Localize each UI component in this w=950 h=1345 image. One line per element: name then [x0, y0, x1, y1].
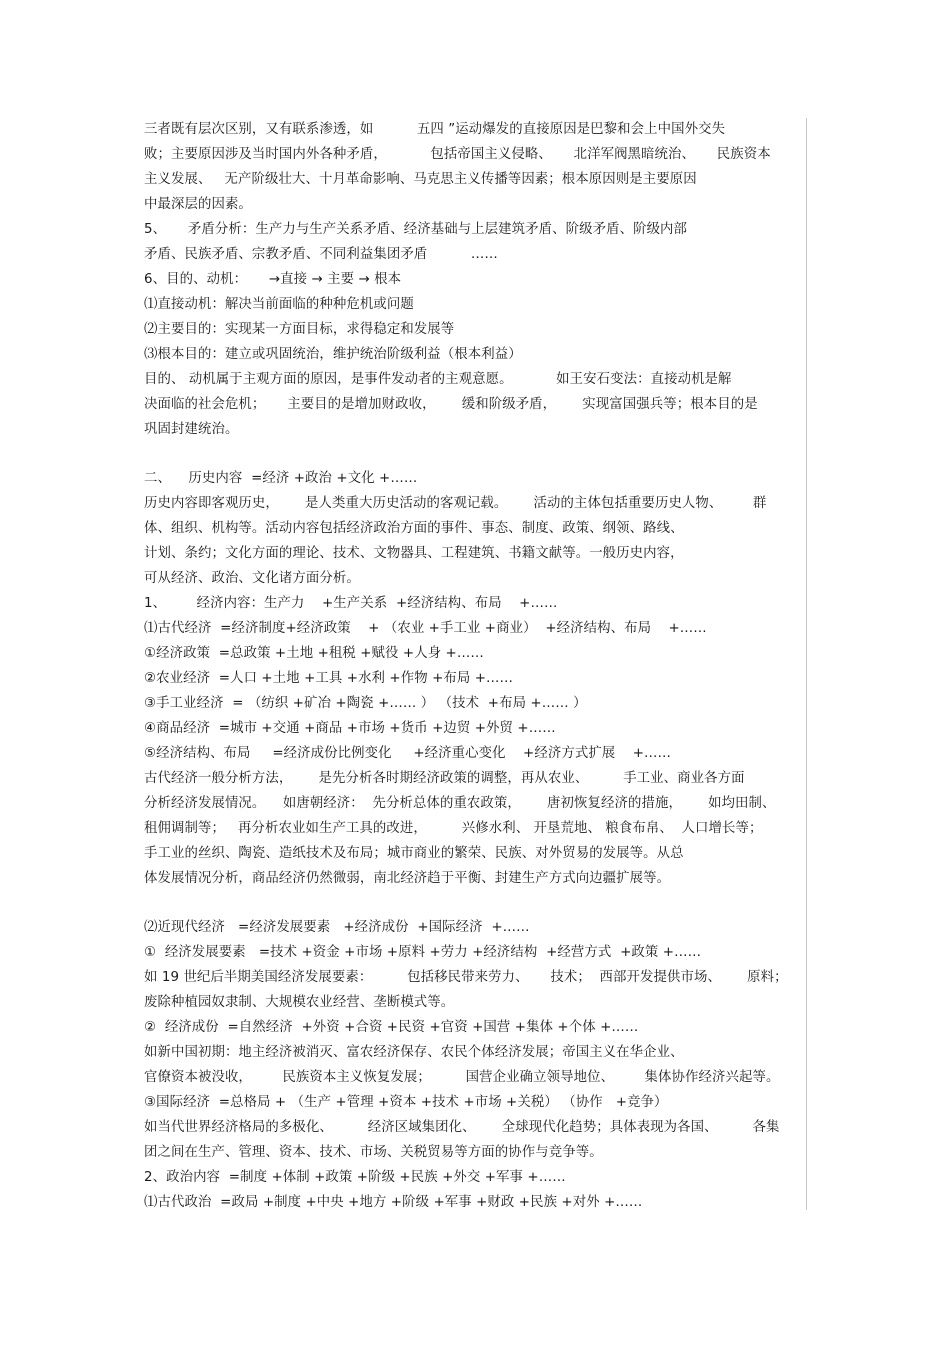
text-line: 废除种植园奴隶制、大规模农业经营、垄断模式等。 [144, 995, 455, 1010]
text-line: 败；主要原因涉及当时国内外各种矛盾， 包括帝国主义侵略、 北洋军阀黑暗统治、 民族资本 [144, 147, 771, 162]
text-line: 体、组织、机构等。活动内容包括经济政治方面的事件、事态、制度、政策、纲领、路线、 [144, 521, 684, 536]
text-line: 历史内容即客观历史， 是人类重大历史活动的客观记载。 活动的主体包括重要历史人物、 群 [144, 496, 767, 511]
text-line: 分析经济发展情况。 如唐朝经济： 先分析总体的重农政策， 唐初恢复经济的措施， 如均田制、 [144, 796, 776, 811]
paragraph-gap [144, 891, 808, 915]
text-line: 1、 经济内容：生产力 +生产关系 +经济结构、布局 +…… [144, 596, 558, 611]
text-line: 2、政治内容 =制度 +体制 +政策 +阶级 +民族 +外交 +军事 +…… [144, 1170, 566, 1185]
text-line: 体发展情况分析，商品经济仍然微弱，南北经济趋于平衡、封建生产方式向边疆扩展等。 [144, 871, 671, 886]
document-body [144, 117, 808, 1215]
text-line: 中最深层的因素。 [144, 197, 252, 212]
text-line: 如新中国初期：地主经济被消灭、富农经济保存、农民个体经济发展；帝国主义在华企业、 [144, 1045, 684, 1060]
text-line: ②农业经济 =人口 +土地 +工具 +水利 +作物 +布局 +…… [144, 671, 514, 686]
text-line: ⑶根本目的：建立或巩固统治，维护统治阶级利益（根本利益） [144, 347, 522, 362]
text-line: ⑴直接动机：解决当前面临的种种危机或问题 [144, 297, 414, 312]
paragraph-gap [144, 442, 808, 466]
text-line: 如 19 世纪后半期美国经济发展要素： 包括移民带来劳力、 技术； 西部开发提供市场、 原料； [144, 970, 788, 985]
text-line: 手工业的丝织、陶瓷、造纸技术及布局；城市商业的繁荣、民族、对外贸易的发展等。从总 [144, 846, 684, 861]
text-line: ⑴古代经济 =经济制度+经济政策 + （农业 +手工业 +商业） +经济结构、布局 +…… [144, 621, 707, 636]
text-line: ⑴古代政治 =政局 +制度 +中央 +地方 +阶级 +军事 +财政 +民族 +对外 +…… [144, 1195, 643, 1210]
text-line: ③手工业经济 = （纺织 +矿冶 +陶瓷 +…… ） （技术 +布局 +…… ） [144, 696, 587, 711]
text-line: ④商品经济 =城市 +交通 +商品 +市场 +货币 +边贸 +外贸 +…… [144, 721, 556, 736]
text-line: 计划、条约；文化方面的理论、技术、文物器具、工程建筑、书籍文献等。一般历史内容， [144, 546, 684, 561]
text-line: ⑵近现代经济 =经济发展要素 +经济成份 +国际经济 +…… [144, 920, 530, 935]
text-line: 古代经济一般分析方法， 是先分析各时期经济政策的调整，再从农业、 手工业、商业各方面 [144, 771, 745, 786]
text-line: ⑤经济结构、布局 =经济成份比例变化 +经济重心变化 +经济方式扩展 +…… [144, 746, 672, 761]
text-line: 巩固封建统治。 [144, 422, 239, 437]
text-line: 官僚资本被没收， 民族资本主义恢复发展； 国营企业确立领导地位、 集体协作经济兴起等。 [144, 1070, 780, 1085]
text-line: 租佣调制等； 再分析农业如生产工具的改进， 兴修水利、 开垦荒地、 粮食布帛、 人口增长等； [144, 821, 763, 836]
text-line: 如当代世界经济格局的多极化、 经济区域集团化、 全球现代化趋势；具体表现为各国、 各集 [144, 1120, 780, 1135]
text-line: 二、 历史内容 =经济 +政治 +文化 +…… [144, 471, 418, 486]
text-line: 决面临的社会危机； 主要目的是增加财政收， 缓和阶级矛盾， 实现富国强兵等；根本目的是 [144, 397, 758, 412]
text-line: ② 经济成份 =自然经济 +外资 +合资 +民资 +官资 +国营 +集体 +个体 +…… [144, 1020, 639, 1035]
text-line: 目的、 动机属于主观方面的原因，是事件发动者的主观意愿。 如王安石变法：直接动机是解 [144, 372, 732, 387]
text-line: ③国际经济 =总格局 + （生产 +管理 +资本 +技术 +市场 +关税） （协作 +竞争） [144, 1095, 668, 1110]
text-line: 可从经济、政治、文化诸方面分析。 [144, 571, 360, 586]
text-line: ① 经济发展要素 =技术 +资金 +市场 +原料 +劳力 +经济结构 +经营方式 +政策 +…… [144, 945, 702, 960]
text-line: 矛盾、民族矛盾、宗教矛盾、不同利益集团矛盾 …… [144, 247, 498, 262]
text-line: 团之间在生产、管理、资本、技术、市场、关税贸易等方面的协作与竞争等。 [144, 1145, 603, 1160]
text-line: 主义发展、 无产阶级壮大、十月革命影响、马克思主义传播等因素；根本原因则是主要原因 [144, 172, 697, 187]
text-line: 三者既有层次区别，又有联系渗透，如 五四 ”运动爆发的直接原因是巴黎和会上中国外交失 [144, 122, 726, 137]
text-line: ⑵主要目的：实现某一方面目标，求得稳定和发展等 [144, 322, 455, 337]
text-line: 6、目的、动机： →直接 → 主要 → 根本 [144, 272, 402, 287]
text-line: 5、 矛盾分析：生产力与生产关系矛盾、经济基础与上层建筑矛盾、阶级矛盾、阶级内部 [144, 222, 688, 237]
text-line: ①经济政策 =总政策 +土地 +租税 +赋役 +人身 +…… [144, 646, 484, 661]
